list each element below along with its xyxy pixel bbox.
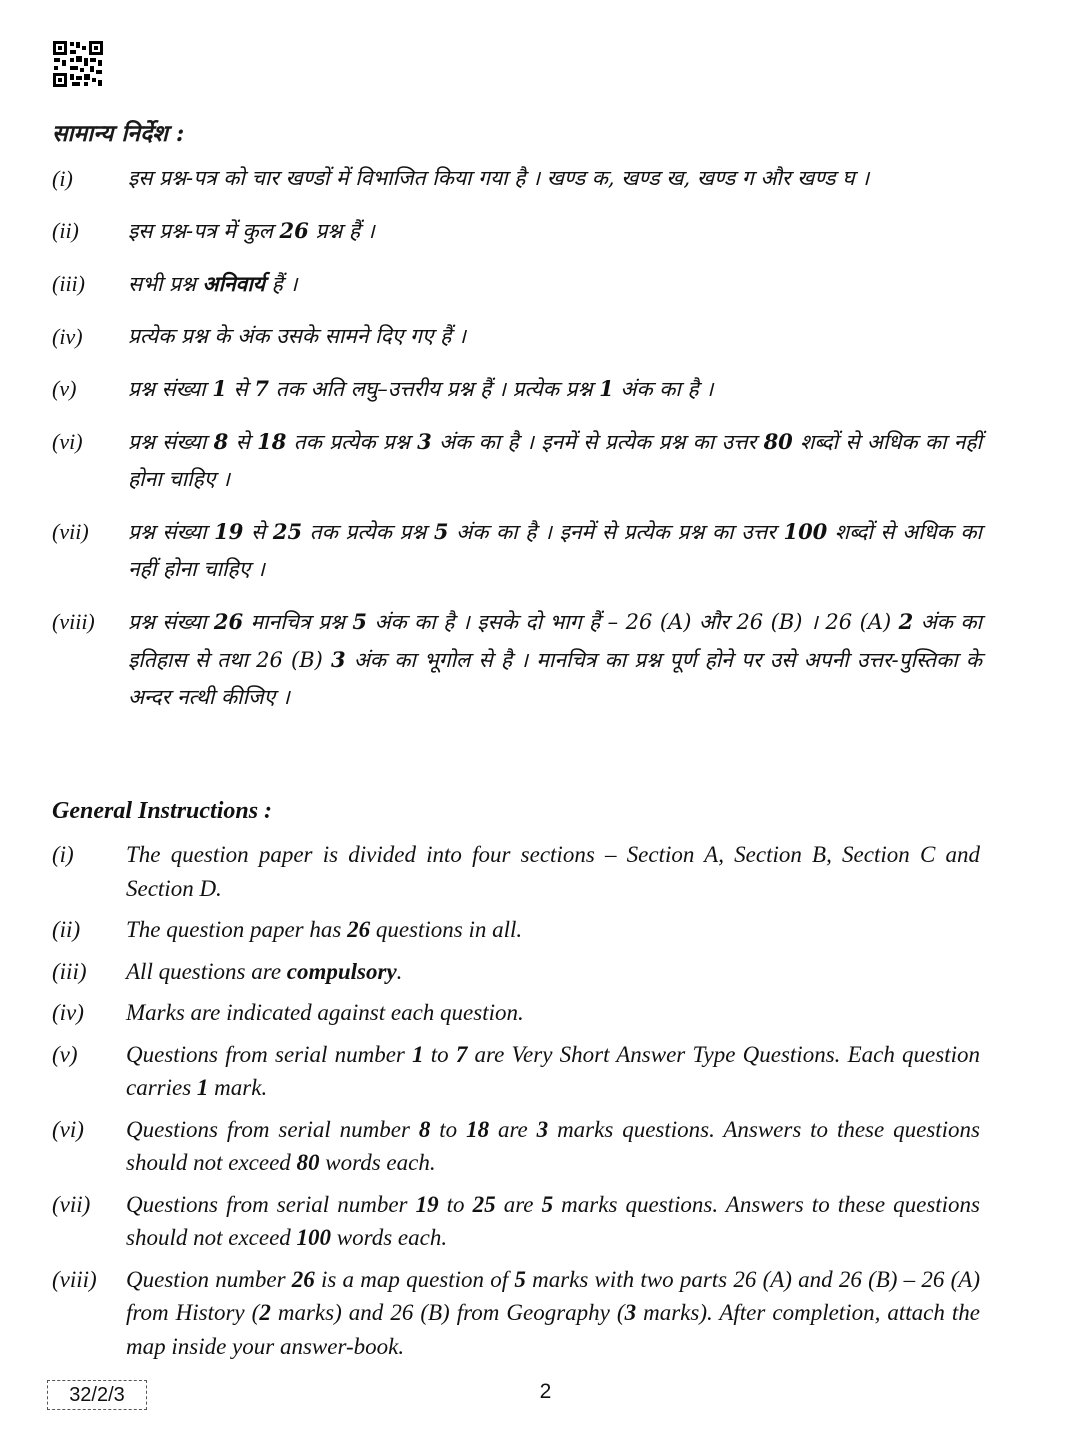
- instruction-number: (ii): [52, 917, 81, 942]
- instruction-number: (vii): [52, 1191, 91, 1217]
- instruction-number: (i): [52, 842, 74, 867]
- instruction-text: The question paper is divided into four sections – Section A, Section B, Section C and Section D.: [126, 842, 980, 901]
- instruction-text: प्रश्न संख्या 1 से 7 तक अति लघु–उत्तरीय प्रश्न हैं । प्रत्येक प्रश्न 1 अंक का है ।: [128, 376, 714, 401]
- instruction-number: (iii): [52, 958, 87, 984]
- english-instruction-item: [52, 1263, 980, 1364]
- instruction-text: इस प्रश्न-पत्र में कुल 26 प्रश्न हैं ।: [128, 218, 375, 243]
- english-instructions-list: [52, 838, 980, 1371]
- english-instructions-heading: General Instructions :: [52, 798, 273, 824]
- english-instruction-item: [52, 838, 980, 905]
- instruction-text: सभी प्रश्न अनिवार्य हैं ।: [128, 271, 298, 296]
- instruction-number: (vii): [52, 519, 89, 544]
- hindi-instruction-item: [52, 423, 982, 498]
- english-instruction-item: [52, 1113, 980, 1180]
- hindi-instruction-item: [52, 265, 982, 303]
- instruction-number: (iii): [52, 271, 85, 296]
- hindi-instruction-item: [52, 370, 982, 408]
- instruction-number: (iv): [52, 324, 83, 349]
- english-instruction-item: [52, 996, 980, 1030]
- instruction-text: प्रश्न संख्या 8 से 18 तक प्रत्येक प्रश्न 3 अंक का है । इनमें से प्रत्येक प्रश्न का उत्तर 80 शब्दों से अधिक का नहीं होना चाहिए ।: [128, 429, 982, 491]
- instruction-number: (vi): [52, 1116, 84, 1142]
- instruction-text: Question number 26 is a map question of 5 marks with two parts 26 (A) and 26 (B) – 26 (A) from History (2 marks) and 26 (B) from Geography (3 marks). After completion, attach the map inside your answer-book.: [126, 1266, 980, 1359]
- instruction-number: (v): [52, 1041, 78, 1067]
- instruction-text: प्रत्येक प्रश्न के अंक उसके सामने दिए गए हैं ।: [128, 324, 466, 348]
- hindi-instruction-item: [52, 318, 982, 355]
- instruction-text: Questions from serial number 1 to 7 are Very Short Answer Type Questions. Each question carries 1 mark.: [126, 1041, 980, 1100]
- instruction-text: Questions from serial number 8 to 18 are 3 marks questions. Answers to these questions should not exceed 80 words each.: [126, 1116, 981, 1175]
- english-instruction-item: [52, 913, 980, 947]
- qr-code-icon: [52, 40, 104, 88]
- english-instruction-item: [52, 1188, 980, 1255]
- instruction-text: प्रश्न संख्या 26 मानचित्र प्रश्न 5 अंक का है । इसके दो भाग हैं – 26 (A) और 26 (B) । 26 (A) 2 अंक का इतिहास से तथा 26 (B) 3 अंक का भूगोल से है । मानचित्र का प्रश्न पूर्ण होने पर उसे अपनी उत्तर-पुस्तिका के अन्दर नत्थी कीजिए ।: [128, 609, 982, 709]
- instruction-text: इस प्रश्न-पत्र को चार खण्डों में विभाजित किया गया है । खण्ड क, खण्ड ख, खण्ड ग और खण्ड घ ।: [128, 166, 870, 190]
- instruction-text: प्रश्न संख्या 19 से 25 तक प्रत्येक प्रश्न 5 अंक का है । इनमें से प्रत्येक प्रश्न का उत्तर 100 शब्दों से अधिक का नहीं होना चाहिए ।: [128, 519, 982, 581]
- instruction-number: (ii): [52, 218, 79, 243]
- hindi-instruction-item: [52, 513, 982, 588]
- instruction-number: (v): [52, 376, 77, 401]
- paper-code: 32/2/3: [47, 1380, 147, 1410]
- instruction-number: (viii): [52, 609, 95, 634]
- instruction-text: The question paper has 26 questions in all.: [126, 917, 523, 942]
- instruction-text: Questions from serial number 19 to 25 are 5 marks questions. Answers to these questions should not exceed 100 words each.: [126, 1191, 980, 1250]
- page-number: 2: [539, 1380, 552, 1403]
- hindi-instruction-item: [52, 603, 982, 716]
- english-instruction-item: [52, 1038, 980, 1105]
- hindi-instructions-heading: सामान्य निर्देश :: [52, 120, 185, 147]
- instruction-text: All questions are compulsory.: [126, 958, 403, 984]
- instruction-number: (viii): [52, 1266, 97, 1292]
- instruction-number: (iv): [52, 1000, 84, 1025]
- instruction-number: (i): [52, 166, 73, 191]
- english-instruction-item: [52, 955, 980, 989]
- hindi-instructions-list: [52, 160, 982, 731]
- hindi-instruction-item: [52, 160, 982, 197]
- instruction-text: Marks are indicated against each question.: [126, 1000, 524, 1025]
- hindi-instruction-item: [52, 212, 982, 250]
- instruction-number: (vi): [52, 429, 83, 454]
